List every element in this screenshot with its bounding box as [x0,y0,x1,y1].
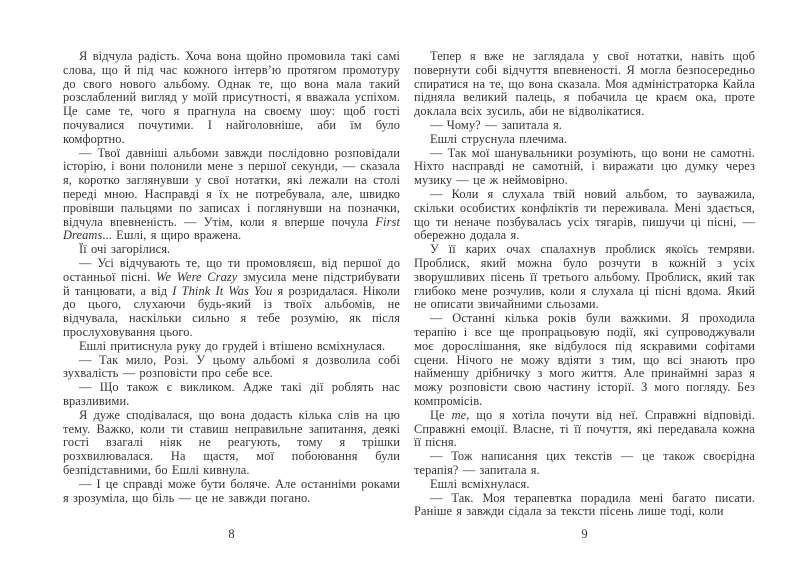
paragraph [414,450,755,478]
text-segment: Я відчула радість. Хоча вона щойно промовила такі самі слова, що й під час кожного інтерв’ю протягом промотуру до свого нового альбому. Однак те, що вона мала такий розслаблений вигляд у моїй присутності, я вважала успіхом. Це саме те, чого я прагнула на своєму шоу: щоб гості почувалися почутими. І найголовніше, аби їм було комфортно. [63,49,400,146]
right-page-number: 9 [581,527,588,541]
text-segment: я розридалася. Ніколи до цього, слухаючи будь-який із твоїх альбомів, не відчувала, наскільки сильно я тебе розумію, як після прослуховування цього. [63,283,400,339]
text-segment: — Так. Моя терапевтка порадила мені багато писати. Раніше я завжди сідала за тексти пісень лише тоді, коли [414,490,755,519]
text-segment: — Останні кілька років були важкими. Я проходила терапію і все ще пропрацьовую події, які супроводжували моє дорослішання, яке відбулося під яскравими софітами сцени. Нічого не можу вдіяти з тим, що всі знають про найменшу дрібничку з мого життя. Але принаймні зараз я можу розповісти свою частину історії. З мого погляду. Без компромісів. [414,311,755,408]
paragraph [414,409,755,450]
paragraph [63,243,400,257]
text-segment: — І це справді може бути боляче. Але останніми роками я зрозуміла, що біль — це не завжди погано. [63,476,400,505]
italic-text-segment: те [451,407,467,422]
text-segment: — Так мило, Розі. У цьому альбомі я дозволила собі зухвалість — розповісти про себе все. [63,352,400,381]
italic-text-segment: I Think It Was You [172,283,273,298]
text-segment: Ешлі притиснула руку до грудей і втішено всміхнулася. [79,338,386,353]
text-segment: — Що також є викликом. Адже такі дії роблять нас вразливими. [63,380,400,408]
text-segment: — Тож написання цих текстів — це також своєрідна терапія? — запитала я. [414,449,755,477]
paragraph [63,147,400,244]
text-segment: Я дуже сподівалася, що вона додасть кілька слів на цю тему. Важко, коли ти ставиш неправильне запитання, деякі гості взагалі ніяк не реагують, тому я трішки розхвилювалася. На щастя, мої побоювання були безпідставними, бо Ешлі кивнула. [63,407,400,477]
paragraph [414,478,755,492]
text-segment: — Коли я слухала твій новий альбом, то зауважила, скільки особистих конфліктів ти переживала. Мені здається, що ти неначе позбувалась усіх тягарів, пишучи ці пісні, — обережно додала я. [414,186,755,243]
text-segment: — Чому? — запитала я. [430,117,562,132]
right-page-text [414,50,755,519]
left-page-text [63,50,400,505]
text-segment: ... Ешлі, я щиро вражена. [102,228,242,243]
text-segment: — Усі відчувають те, що ти промовляєш, від першої до останньої пісні. [63,255,400,284]
paragraph [414,50,755,119]
text-segment: — Так мої шанувальники розуміють, що вони не самотні. Ніхто насправді не самотній, і виражати цю думку через музику — це ж неймовірно. [414,145,755,188]
italic-text-segment: First Dreams [63,214,400,243]
text-segment: Тепер я вже не заглядала у свої нотатки, навіть щоб повернути собі відчуття впевненості. Я могла безпосередньо спиратися на те, що вона сказала. Моя адміністраторка Кайла підняла великий палець, я побачила це краєм ока, проте доклала всіх зусиль, аби не відволікатися. [414,49,755,119]
paragraph [414,133,755,147]
text-segment: Це [430,407,452,422]
text-segment: У її карих очах спалахнув проблиск якоїсь темряви. Проблиск, який можна було розчути в кожній з усіх зворушливих пісень її третього альбому. Проблиск, який так глибоко мене розчулив, коли я слухала ці пісні вдома. Який не описати звичайними сльозами. [414,242,755,312]
paragraph [414,147,755,188]
text-segment: — Твої давніші альбоми завжди послідовно розповідали історію, і вони полонили мене з першої секунди, — сказала я, коротко заглянувши у свої нотатки, які лежали на столі переді мною. Насправді я їх не потребувала, але, швидко провівши пальцями по записах і поглянувши на позначки, відчула впевненість. — Утім, коли я вперше почула [63,145,400,229]
paragraph [414,188,755,243]
paragraph [63,340,400,354]
text-segment: Ешлі всміхнулася. [430,476,530,491]
text-segment: Ешлі струснула плечима. [430,131,568,146]
text-segment: , що я хотіла почути від неї. Справжні відповіді. Справжні емоції. Власне, ті її почуття, які передавала кожна її пісня. [414,407,755,450]
paragraph [63,354,400,382]
paragraph [414,312,755,409]
left-page-number: 8 [228,527,235,541]
paragraph [63,50,400,147]
paragraph [63,381,400,409]
text-segment: змусила мене підстрибувати й танцювати, а від [63,269,400,298]
paragraph [63,409,400,478]
paragraph [414,243,755,312]
paragraph [63,478,400,506]
paragraph [414,492,755,520]
italic-text-segment: We Were Crazy [156,269,238,284]
paragraph [414,119,755,133]
text-segment: Її очі загорілися. [79,242,171,257]
paragraph [63,257,400,340]
